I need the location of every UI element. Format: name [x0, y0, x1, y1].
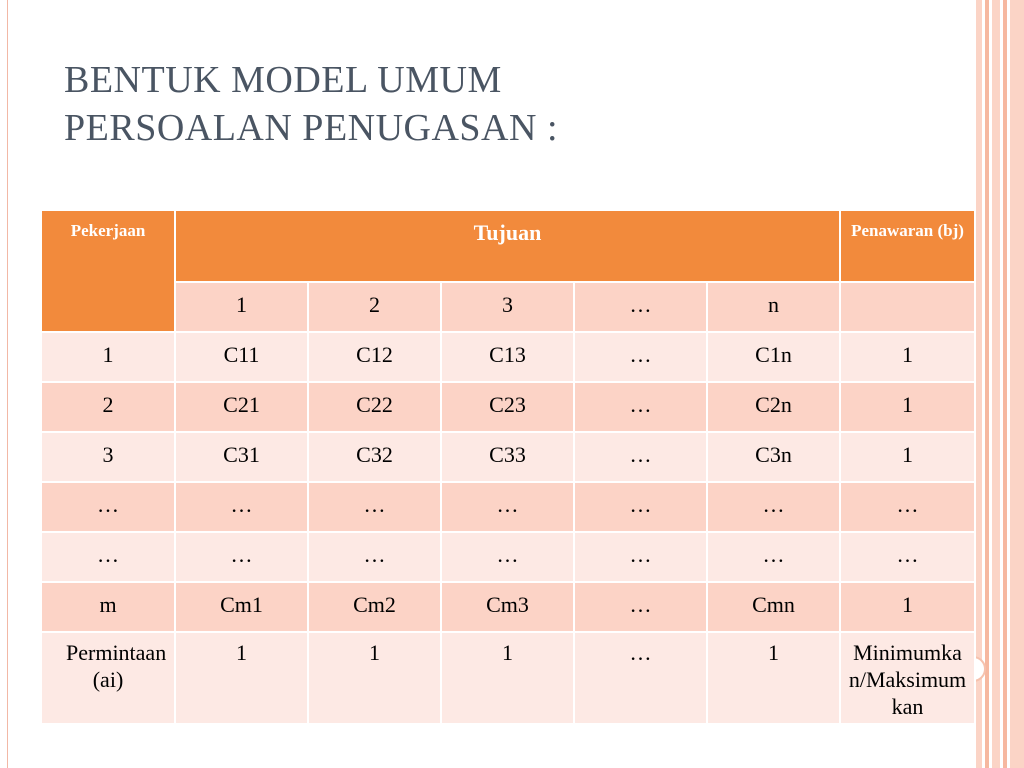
column-header: 2 — [308, 282, 441, 332]
table-row — [41, 482, 975, 532]
table-cell: … — [308, 482, 441, 532]
table-header-row — [41, 210, 975, 282]
table-cell: Cm2 — [308, 582, 441, 632]
table-cell: Cm3 — [441, 582, 574, 632]
table-cell: … — [574, 532, 707, 582]
header-penawaran: Penawaran (bj) — [840, 210, 975, 282]
table-cell: … — [574, 382, 707, 432]
column-header: 1 — [175, 282, 308, 332]
table-cell: … — [574, 332, 707, 382]
table-cell: … — [707, 532, 840, 582]
table-cell: Cmn — [707, 582, 840, 632]
table-cell: … — [175, 532, 308, 582]
table-cell: m — [41, 582, 175, 632]
table-cell: 1 — [707, 632, 840, 724]
table-cell: … — [175, 482, 308, 532]
table-cell: C23 — [441, 382, 574, 432]
table-cell: … — [574, 482, 707, 532]
table-cell: … — [574, 632, 707, 724]
slide-title — [64, 56, 558, 152]
table-cell: C21 — [175, 382, 308, 432]
table-cell: … — [308, 532, 441, 582]
table-row — [41, 332, 975, 382]
table-cell: … — [41, 482, 175, 532]
table-row — [41, 382, 975, 432]
table-cell: 1 — [41, 332, 175, 382]
table-cell: 2 — [41, 382, 175, 432]
table-cell: 1 — [308, 632, 441, 724]
header-pekerjaan: Pekerjaan — [41, 210, 175, 332]
table-row — [41, 532, 975, 582]
title-line-1: BENTUK MODEL UMUM — [64, 59, 502, 101]
table-cell: C13 — [441, 332, 574, 382]
table-row — [41, 582, 975, 632]
table-cell: 1 — [441, 632, 574, 724]
table-cell: … — [840, 482, 975, 532]
table-cell: C2n — [707, 382, 840, 432]
column-header — [840, 282, 975, 332]
right-decorative-stripes — [976, 0, 1024, 768]
table-cell: C22 — [308, 382, 441, 432]
table-cell: 1 — [840, 332, 975, 382]
table-cell: Permintaan (ai) — [41, 632, 175, 724]
table-row-permintaan — [41, 632, 975, 724]
table-cell: C1n — [707, 332, 840, 382]
table-cell: C11 — [175, 332, 308, 382]
table-cell: 1 — [840, 382, 975, 432]
table-cell: … — [840, 532, 975, 582]
assignment-table — [40, 209, 976, 725]
table-cell: 1 — [175, 632, 308, 724]
table-cell: 1 — [840, 582, 975, 632]
table-cell: 3 — [41, 432, 175, 482]
table-cell: C31 — [175, 432, 308, 482]
column-header: … — [574, 282, 707, 332]
title-line-2: PERSOALAN PENUGASAN : — [64, 107, 558, 149]
column-header: 3 — [441, 282, 574, 332]
table-cell: C32 — [308, 432, 441, 482]
table-cell: … — [574, 432, 707, 482]
table-cell: … — [41, 532, 175, 582]
table-cell: … — [441, 532, 574, 582]
left-border-line — [7, 0, 8, 768]
table-cell: … — [707, 482, 840, 532]
table-cell: C33 — [441, 432, 574, 482]
table-cell: Cm1 — [175, 582, 308, 632]
table-cell: … — [441, 482, 574, 532]
table-subheader-row — [41, 282, 975, 332]
header-tujuan: Tujuan — [175, 210, 840, 282]
table-cell: C12 — [308, 332, 441, 382]
table-cell: C3n — [707, 432, 840, 482]
column-header: n — [707, 282, 840, 332]
table-cell: … — [574, 582, 707, 632]
table-cell: 1 — [840, 432, 975, 482]
table-row — [41, 432, 975, 482]
table-cell: Minimumkan/Maksimumkan — [840, 632, 975, 724]
